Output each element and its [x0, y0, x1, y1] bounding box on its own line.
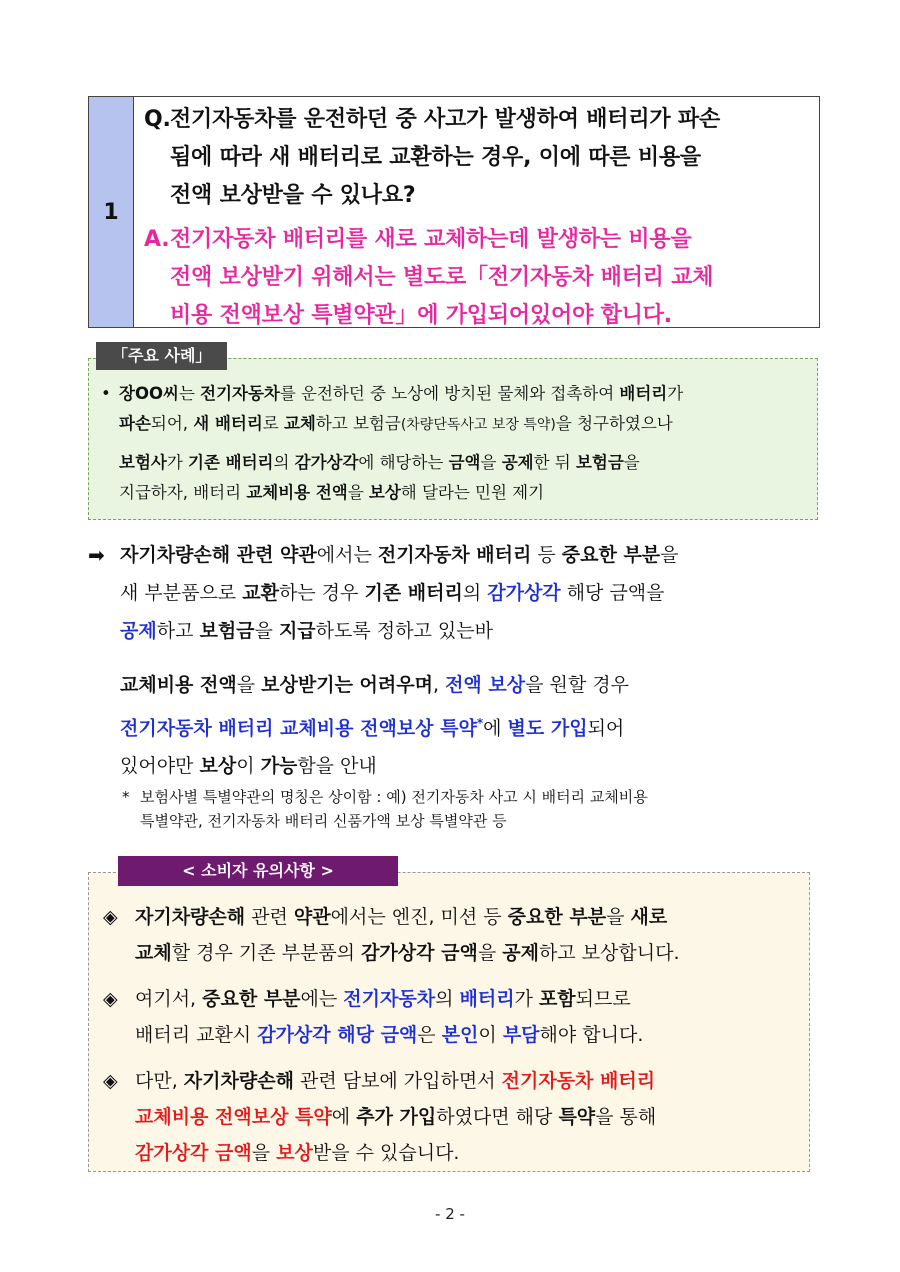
- arrow-icon: ➡: [88, 543, 105, 567]
- consumer-text: 배터리: [459, 988, 515, 1010]
- consumer-text: 특약: [558, 1106, 596, 1128]
- consumer-text: 을 통해: [595, 1106, 657, 1128]
- consumer-text: 할 경우 기존 부분품의: [171, 942, 362, 964]
- case-text: 한 뒤: [533, 453, 576, 472]
- main-text: 하는 경우: [278, 582, 365, 604]
- case-text: 에 해당하는: [358, 453, 449, 472]
- case-text: 지급하자, 배터리: [119, 483, 247, 502]
- consumer-text: 공제: [502, 942, 539, 964]
- main-text: 교체비용 전액: [120, 674, 237, 696]
- qa-body: [134, 97, 819, 327]
- consumer-text: 본인: [441, 1024, 479, 1046]
- diamond-icon: ◈: [103, 906, 118, 928]
- main-text: 을: [254, 620, 279, 642]
- consumer-text: 을: [606, 906, 631, 928]
- case-text: 해 달라는 민원 제기: [400, 483, 545, 502]
- consumer-text: 되므로: [575, 988, 631, 1010]
- footnote: [118, 785, 818, 833]
- answer: [144, 221, 813, 335]
- consumer-text: 배터리 교환시: [135, 1024, 258, 1046]
- consumer-text: 중요한 부분: [507, 906, 607, 928]
- consumer-text: 의: [435, 988, 460, 1010]
- consumer-text: 보상: [276, 1142, 313, 1164]
- main-text: 해당 금액을: [560, 582, 665, 604]
- consumer-text: 을: [477, 942, 503, 964]
- consumer-text: 은: [417, 1024, 442, 1046]
- consumer-text: 교체: [135, 942, 172, 964]
- main-paragraph-2: [88, 666, 818, 785]
- consumer-item-3: [103, 1063, 801, 1171]
- bullet: •: [101, 384, 111, 403]
- case-paragraph-2: [101, 448, 807, 508]
- footnote-line: 특별약관, 전기자동차 배터리 신품가액 보상 특별약관 등: [140, 812, 507, 830]
- consumer-text: 하고 보상합니다.: [538, 942, 680, 964]
- main-text: 교환: [242, 582, 279, 604]
- consumer-text: 새로: [630, 906, 668, 928]
- case-text: 하고 보험금: [315, 414, 401, 433]
- case-text: 보험금: [575, 453, 624, 472]
- case-paragraph-1: [101, 379, 807, 440]
- consumer-text: 자기차량손해: [183, 1070, 294, 1092]
- case-text: 파손: [119, 414, 151, 433]
- answer-line: 전액 보상받기 위해서는 별도로「전기자동차 배터리 교체: [170, 265, 714, 290]
- case-text: 공제: [501, 453, 534, 472]
- main-text: 등: [531, 544, 562, 566]
- case-text: 의: [273, 453, 295, 472]
- main-text: 새 부분품으로: [120, 582, 243, 604]
- consumer-text: 전기자동차 배터리: [501, 1070, 656, 1092]
- main-text: 있어야만: [120, 755, 200, 778]
- consumer-text: 관련 담보에 가입하면서: [293, 1070, 502, 1092]
- main-text: 가능: [260, 755, 298, 778]
- main-text: 별도 가입: [507, 717, 588, 740]
- consumer-text: 에: [331, 1106, 357, 1128]
- case-box: [88, 358, 818, 520]
- consumer-text: 부담: [502, 1024, 540, 1046]
- main-text: 보상받기는 어려우며: [261, 674, 433, 696]
- consumer-text: 해야 합니다.: [539, 1024, 644, 1046]
- page-number: - 2 -: [435, 1205, 465, 1223]
- main-text: 감가상각: [487, 582, 561, 604]
- question-label: Q.: [144, 107, 171, 132]
- case-text: 를 운전하던 중 노상에 방치된 물체와 접촉하여: [279, 384, 620, 403]
- consumer-text: 을: [251, 1142, 277, 1164]
- case-text: 새 배터리: [193, 414, 263, 433]
- main-text: 중요한 부분: [561, 544, 661, 566]
- consumer-text: 교체비용 전액보상 특약: [135, 1106, 332, 1128]
- main-text: 전액 보상: [445, 674, 526, 696]
- answer-line: 전기자동차 배터리를 새로 교체하는데 발생하는 비용을: [170, 227, 692, 252]
- consumer-text: 받을 수 있습니다.: [312, 1142, 460, 1164]
- case-text: 을: [623, 453, 640, 472]
- case-text: (차량단독사고 보장 특약): [400, 417, 556, 433]
- case-text: 감가상각: [294, 453, 359, 472]
- main-text: 기존 배터리: [364, 582, 463, 604]
- consumer-text: 전기자동차: [343, 988, 436, 1010]
- footnote-mark: *: [476, 716, 484, 730]
- case-text: 교체비용 전액: [246, 483, 348, 502]
- case-text: 기존 배터리: [188, 453, 274, 472]
- consumer-text: 추가 가입: [356, 1106, 437, 1128]
- consumer-text: 감가상각 금액: [135, 1142, 252, 1164]
- consumer-text: 감가상각 해당 금액: [257, 1024, 418, 1046]
- consumer-notice-box: [88, 872, 810, 1172]
- main-text: ,: [432, 674, 446, 696]
- case-text: 가: [166, 453, 189, 472]
- case-text: 보험사: [119, 453, 167, 472]
- consumer-item-1: [103, 899, 801, 971]
- qa-number: 1: [89, 97, 134, 327]
- case-text: 을: [347, 483, 369, 502]
- main-text: 전기자동차 배터리 교체비용 전액보상 특약: [120, 717, 477, 740]
- case-text: 가: [667, 384, 684, 403]
- footnote-star: *: [122, 788, 130, 806]
- main-text: 지급: [278, 620, 316, 642]
- consumer-text: 여기서,: [135, 988, 203, 1010]
- consumer-text: 에서는 엔진, 미션 등: [330, 906, 508, 928]
- case-text: 을: [480, 453, 502, 472]
- main-text: 에: [483, 717, 508, 740]
- qa-box: [88, 96, 820, 328]
- consumer-text: 에는: [300, 988, 344, 1010]
- main-text: 하고: [156, 620, 200, 642]
- main-text: 보험금: [199, 620, 255, 642]
- case-text: 전기자동차: [200, 384, 280, 403]
- main-paragraph-1: [88, 536, 818, 650]
- case-text: 장OO씨: [119, 384, 179, 403]
- main-text: 하도록 정하고 있는바: [315, 620, 493, 642]
- question-line: 됨에 따라 새 배터리로 교환하는 경우, 이에 따른 비용을: [170, 145, 701, 170]
- main-text: 보상: [199, 755, 237, 778]
- main-text: 을 원할 경우: [525, 674, 629, 696]
- case-text: 교체: [283, 414, 316, 433]
- case-text: 보상: [368, 483, 401, 502]
- question-line: 전기자동차를 운전하던 중 사고가 발생하여 배터리가 파손: [170, 107, 721, 132]
- question: [144, 101, 813, 215]
- consumer-text: 약관: [293, 906, 331, 928]
- case-tab: 「주요 사례」: [96, 342, 227, 370]
- consumer-text: 가: [514, 988, 539, 1010]
- main-text: 을: [236, 674, 262, 696]
- consumer-text: 포함: [538, 988, 576, 1010]
- main-text: 전기자동차 배터리: [377, 544, 532, 566]
- consumer-text: 자기차량손해: [135, 906, 246, 928]
- main-text: 의: [462, 582, 488, 604]
- answer-line: 비용 전액보상 특별약관」에 가입되어있어야 합니다.: [170, 303, 672, 328]
- main-text: 이: [236, 755, 261, 778]
- diamond-icon: ◈: [103, 988, 118, 1010]
- question-line: 전액 보상받을 수 있나요?: [170, 183, 416, 208]
- diamond-icon: ◈: [103, 1070, 118, 1092]
- consumer-text: 중요한 부분: [202, 988, 301, 1010]
- consumer-item-2: [103, 981, 801, 1053]
- consumer-text: 감가상각 금액: [361, 942, 478, 964]
- consumer-text: 하였다면 해당: [436, 1106, 559, 1128]
- answer-label: A.: [144, 227, 170, 252]
- main-text: 함을 안내: [297, 755, 377, 778]
- footnote-line: 보험사별 특별약관의 명칭은 상이함 : 예) 전기자동차 사고 시 배터리 교체비용: [140, 788, 648, 806]
- main-text: 자기차량손해 관련 약관: [120, 544, 317, 566]
- case-text: 배터리: [619, 384, 668, 403]
- consumer-text: 관련: [245, 906, 294, 928]
- main-text: 되어: [587, 717, 625, 740]
- main-explanation: [88, 536, 818, 785]
- case-text: 되어,: [150, 414, 194, 433]
- consumer-notice-tab: < 소비자 유의사항 >: [118, 856, 398, 886]
- case-text: 을 청구하였으나: [555, 414, 673, 433]
- main-text: 을: [660, 544, 679, 566]
- consumer-text: 이: [478, 1024, 503, 1046]
- main-text: 에서는: [316, 544, 378, 566]
- case-text: 는: [178, 384, 201, 403]
- case-text: 로: [262, 414, 284, 433]
- case-text: 금액: [448, 453, 481, 472]
- consumer-text: 다만,: [135, 1070, 184, 1092]
- main-text: 공제: [120, 620, 157, 642]
